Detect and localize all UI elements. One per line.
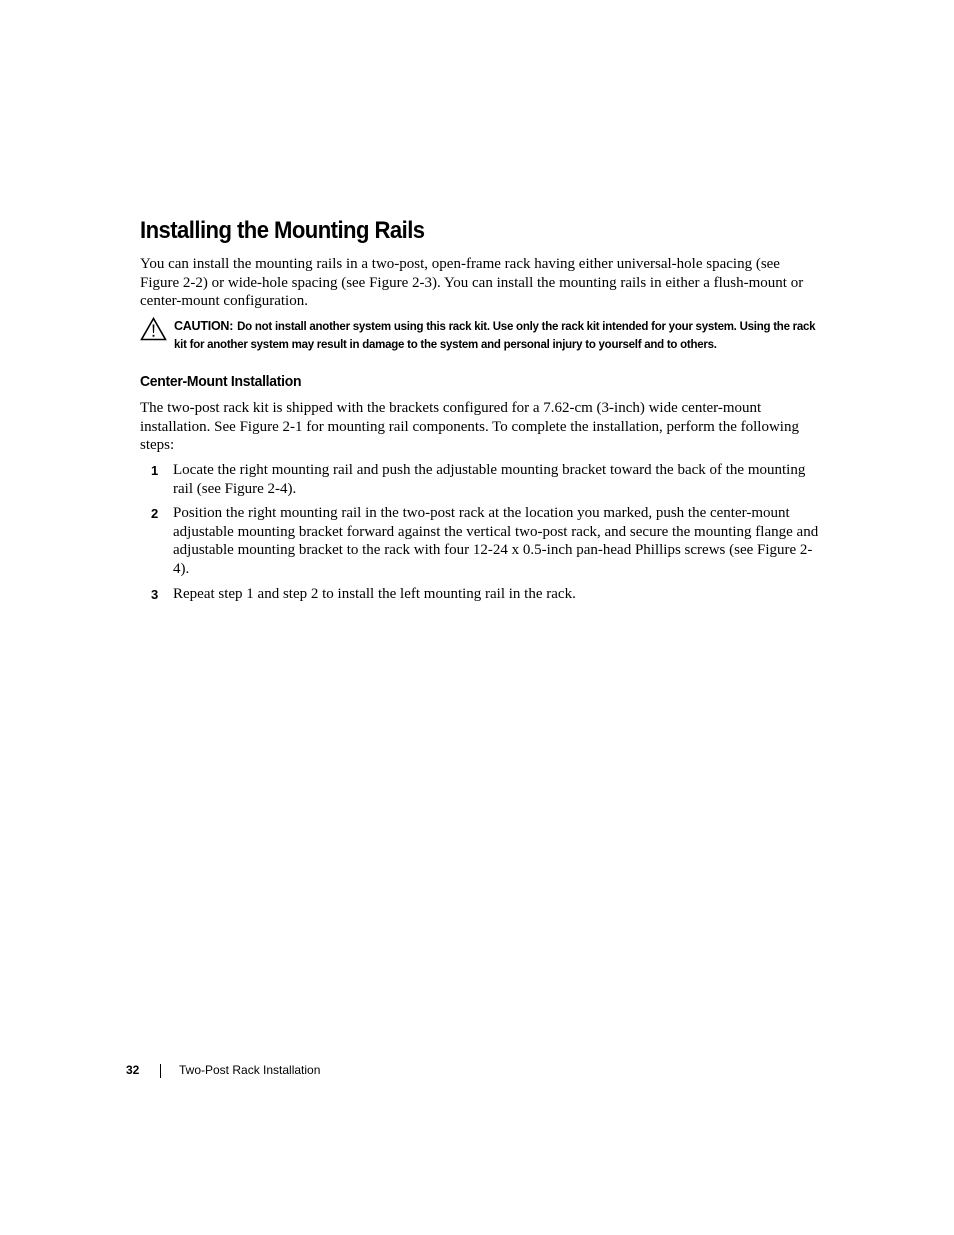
page-number: 32: [126, 1063, 140, 1077]
warning-triangle-icon: [140, 317, 167, 341]
step-text: Position the right mounting rail in the two-post rack at the location you marked, push the center-mount adjustable mounting bracket forward against the vertical two-post rack, and secure the mounting flange and adjustable mounting bracket to the rack with four 12-24 x 0.5-inch pan-head Phillips screws (see Figure 2-4).: [173, 505, 819, 577]
footer-chapter-title: Two-Post Rack Installation: [179, 1063, 321, 1077]
step-number: 3: [151, 586, 159, 602]
step-item: [140, 461, 820, 498]
step-text: Locate the right mounting rail and push the adjustable mounting bracket toward the back of the mounting rail (see Figure 2-4).: [173, 462, 806, 497]
intro-paragraph: You can install the mounting rails in a two-post, open-frame rack having either universal-hole spacing (see Figure 2-2) or wide-hole spacing (see Figure 2-3). You can install the mounting rails in either a flush-mount or center-mount configuration.: [140, 256, 804, 310]
section-paragraph: The two-post rack kit is shipped with the brackets configured for a 7.62-cm (3-inch) wide center-mount installation. See Figure 2-1 for mounting rail components. To complete the installation, perform the following steps:: [140, 400, 799, 454]
steps-list: [140, 461, 820, 609]
step-item: [140, 585, 820, 604]
caution-message: Do not install another system using this rack kit. Use only the rack kit intended for your system. Using the rack kit for another system may result in damage to the system and personal injury to yourself and to others.: [174, 321, 816, 351]
footer-divider: [160, 1064, 161, 1078]
step-number: 2: [151, 506, 159, 522]
step-text: Repeat step 1 and step 2 to install the left mounting rail in the rack.: [173, 585, 576, 602]
caution-text: [174, 317, 824, 354]
page-title: Installing the Mounting Rails: [140, 217, 425, 244]
section-heading: Center-Mount Installation: [140, 373, 302, 390]
step-number: 1: [151, 463, 159, 478]
step-item: [140, 504, 820, 578]
caution-label: CAUTION:: [174, 319, 234, 333]
